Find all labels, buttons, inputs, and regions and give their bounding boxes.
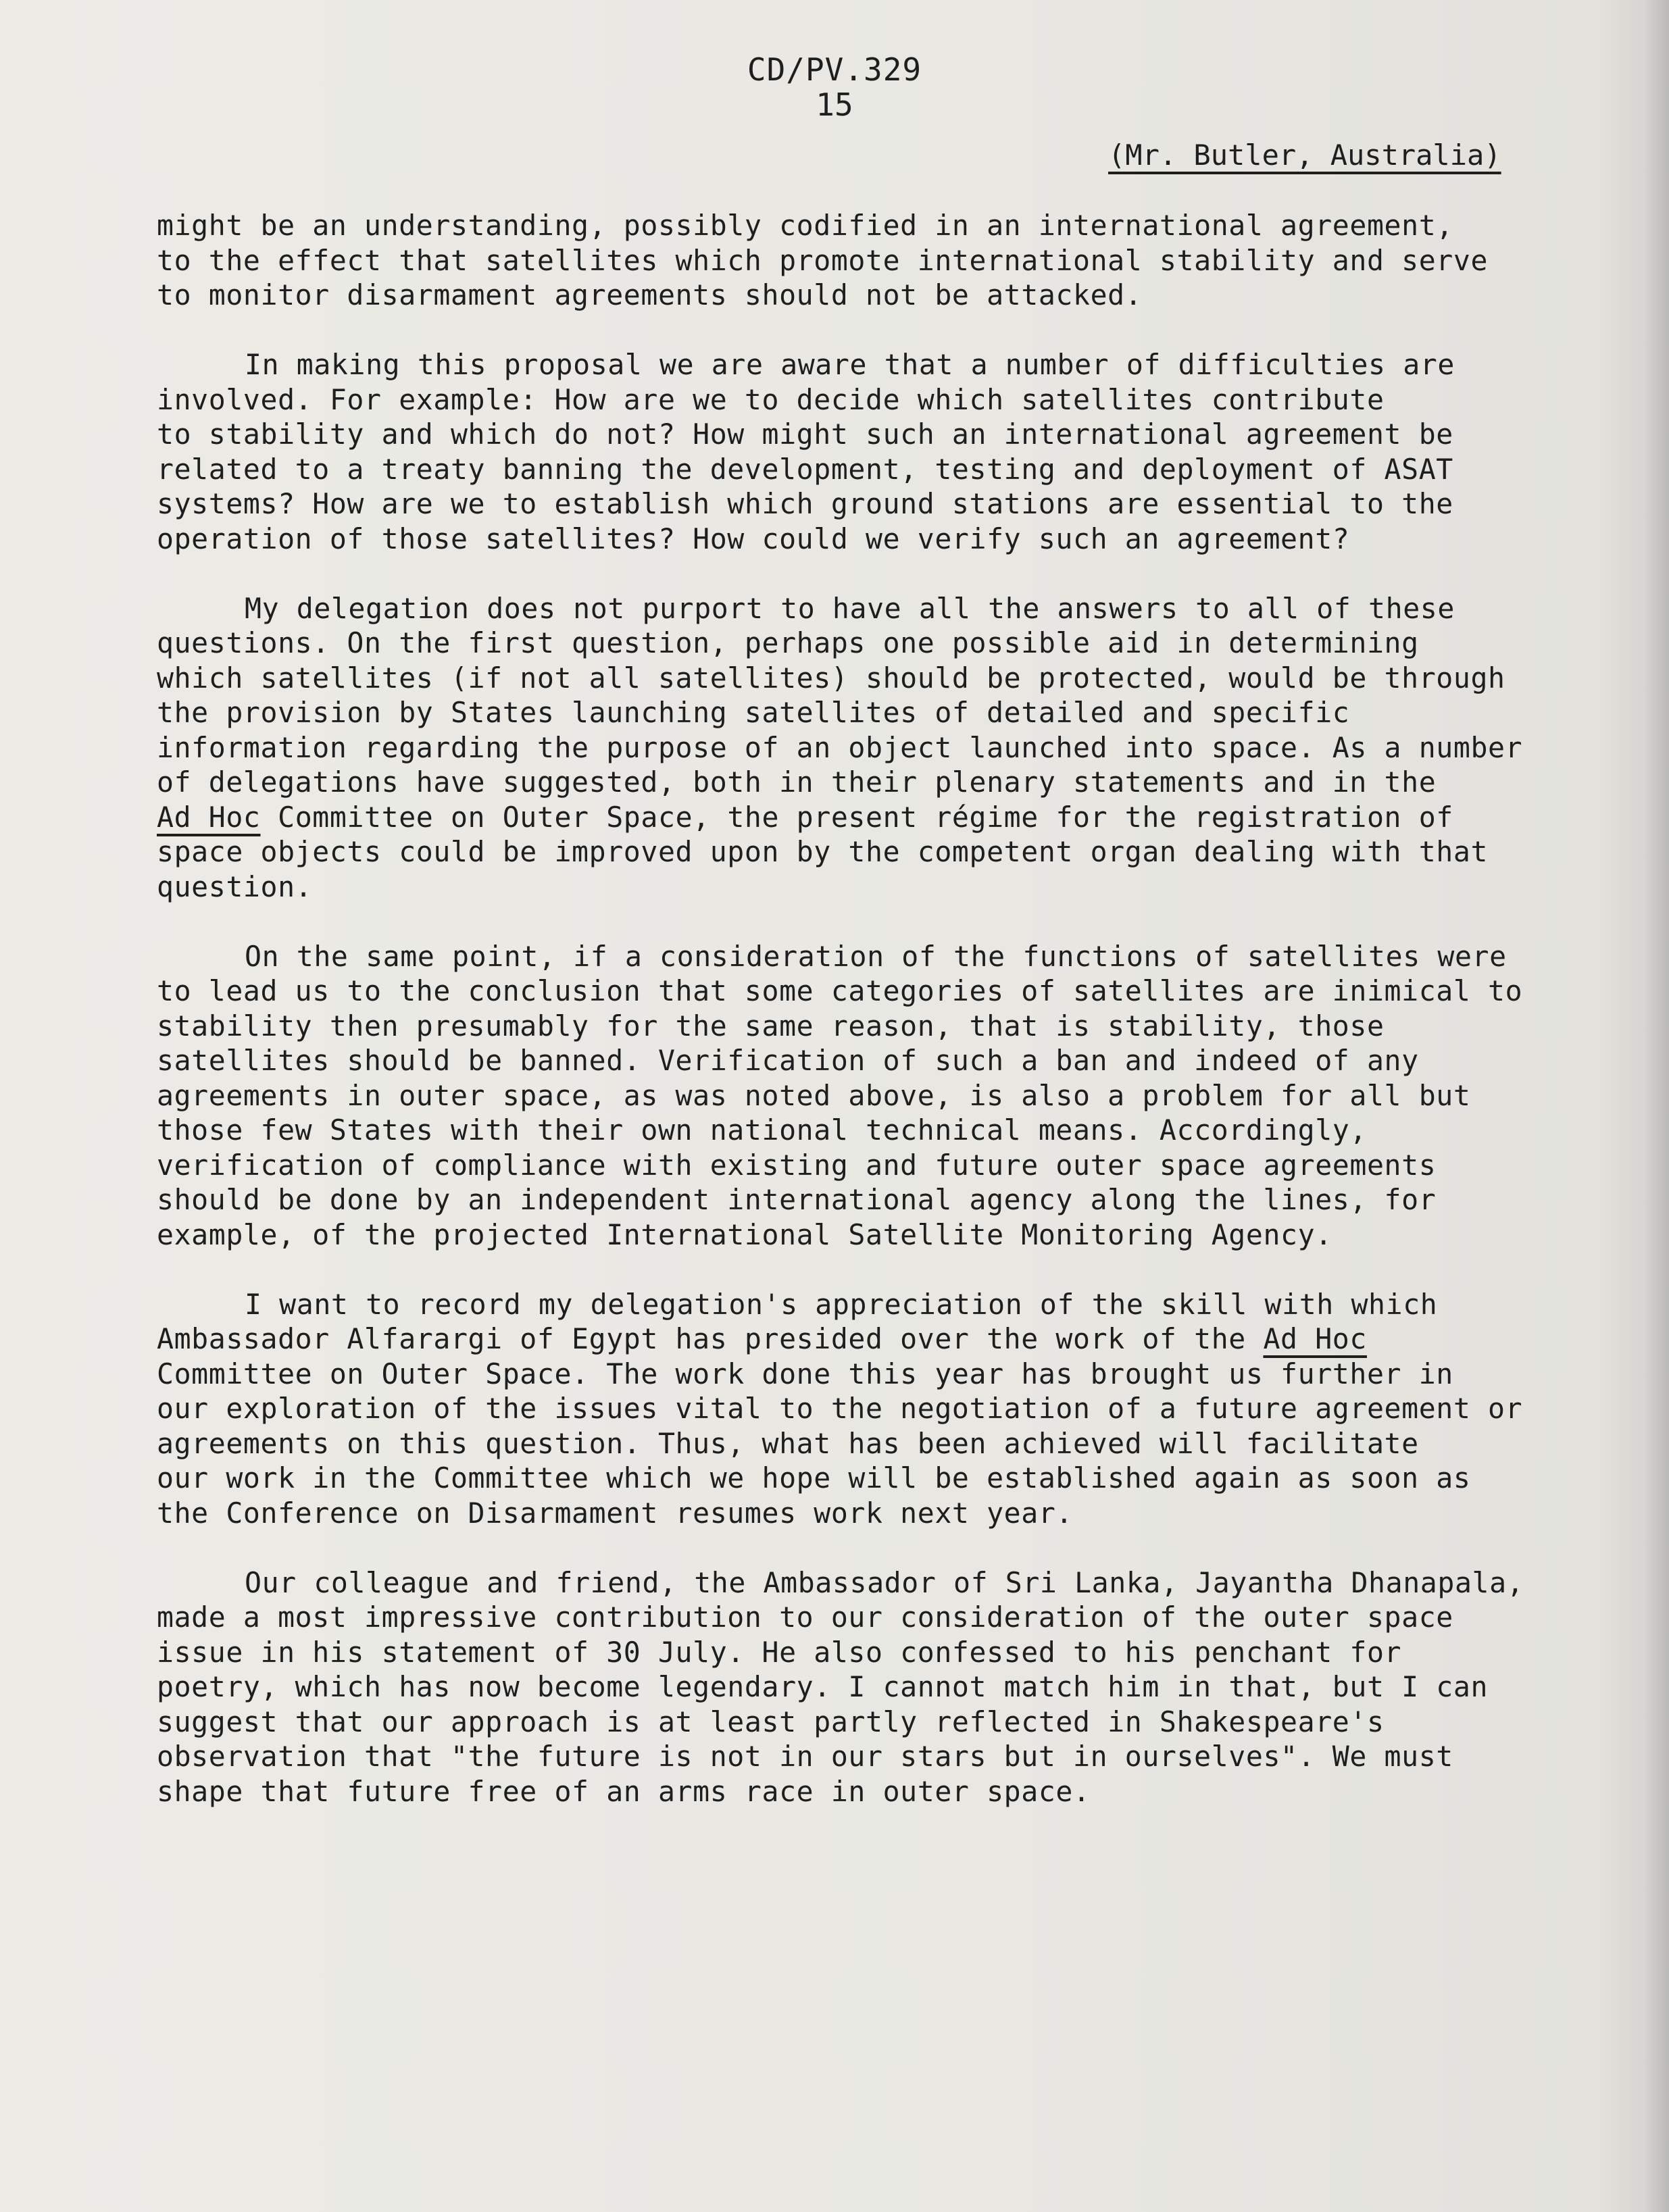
text-line: involved. For example: How are we to decide which satellites contribute — [157, 382, 1385, 416]
speaker-attribution — [1108, 139, 1501, 172]
paragraph-4 — [157, 939, 1549, 1253]
text-line: those few States with their own national technical means. Accordingly, — [157, 1113, 1367, 1147]
text-line: poetry, which has now become legendary. I cannot match him in that, but I can — [157, 1670, 1489, 1703]
paragraph-2 — [157, 347, 1549, 556]
text-line: I want to record my delegation's appreciation of the skill with which — [245, 1287, 1438, 1321]
text-line: On the same point, if a consideration of the functions of satellites were — [245, 939, 1507, 973]
text-line: to the effect that satellites which promote international stability and serve — [157, 243, 1489, 277]
text-line: systems? How are we to establish which ground stations are essential to the — [157, 487, 1453, 520]
text-line: verification of compliance with existing and future outer space agreements — [157, 1148, 1437, 1182]
paragraph-3 — [157, 591, 1549, 905]
ad-hoc-underlined: Ad Hoc — [157, 800, 261, 834]
paragraph-6 — [157, 1565, 1549, 1809]
text-line: to monitor disarmament agreements should not be attacked. — [157, 278, 1143, 311]
text-line-rest: Committee on Outer Space, the present régime for the registration of — [278, 800, 1453, 834]
document-body — [157, 208, 1549, 1844]
text-line: which satellites (if not all satellites) should be protected, would be through — [157, 661, 1505, 695]
text-line: information regarding the purpose of an object launched into space. As a number — [157, 730, 1523, 764]
text-line: satellites should be banned. Verification of such a ban and indeed of any — [157, 1044, 1419, 1077]
speaker-text: (Mr. Butler, Australia) — [1108, 139, 1501, 172]
ad-hoc-underlined: Ad Hoc — [1263, 1322, 1367, 1355]
page-number: 15 — [816, 86, 853, 123]
text-line: space objects could be improved upon by the competent organ dealing with that — [157, 835, 1489, 868]
text-line: suggest that our approach is at least partly reflected in Shakespeare's — [157, 1705, 1385, 1738]
text-line: agreements in outer space, as was noted above, is also a problem for all but — [157, 1078, 1471, 1112]
text-line-start: Ambassador Alfarargi of Egypt has presided over the work of the — [157, 1322, 1246, 1355]
text-line: Our colleague and friend, the Ambassador of Sri Lanka, Jayantha Dhanapala, — [245, 1565, 1524, 1599]
text-line: related to a treaty banning the development, testing and deployment of ASAT — [157, 452, 1453, 486]
text-line: the Conference on Disarmament resumes work next year. — [157, 1496, 1074, 1530]
text-line — [157, 1322, 1549, 1357]
text-line: example, of the projected International Satellite Monitoring Agency. — [157, 1217, 1332, 1251]
text-line: should be done by an independent international agency along the lines, for — [157, 1183, 1437, 1216]
text-line: operation of those satellites? How could we verify such an agreement? — [157, 522, 1350, 555]
text-line: of delegations have suggested, both in their plenary statements and in the — [157, 765, 1437, 799]
paragraph-5 — [157, 1287, 1549, 1531]
text-line: In making this proposal we are aware that a number of difficulties are — [245, 348, 1455, 381]
paragraph-1 — [157, 208, 1549, 313]
text-line: to stability and which do not? How might such an international agreement be — [157, 418, 1453, 451]
text-line: question. — [157, 870, 313, 903]
text-line: to lead us to the conclusion that some categories of satellites are inimical to — [157, 974, 1523, 1007]
text-line: My delegation does not purport to have all the answers to all of these — [245, 591, 1455, 625]
text-line: questions. On the first question, perhaps one possible aid in determining — [157, 626, 1419, 659]
text-line: issue in his statement of 30 July. He also confessed to his penchant for — [157, 1635, 1402, 1669]
text-line: Committee on Outer Space. The work done this year has brought us further in — [157, 1357, 1453, 1390]
page-edge-shadow — [1645, 0, 1669, 2212]
text-line: the provision by States launching satellites of detailed and specific — [157, 696, 1350, 729]
text-line: stability then presumably for the same reason, that is stability, those — [157, 1009, 1385, 1042]
text-line: our work in the Committee which we hope will be established again as soon as — [157, 1461, 1471, 1494]
text-line: agreements on this question. Thus, what has been achieved will facilitate — [157, 1426, 1419, 1460]
text-line: might be an understanding, possibly codified in an international agreement, — [157, 209, 1453, 242]
document-symbol: CD/PV.329 — [747, 51, 922, 88]
text-line: our exploration of the issues vital to the negotiation of a future agreement or — [157, 1392, 1523, 1425]
text-line: made a most impressive contribution to our consideration of the outer space — [157, 1601, 1453, 1634]
text-line: shape that future free of an arms race in outer space. — [157, 1774, 1091, 1808]
text-line: observation that "the future is not in our stars but in ourselves". We must — [157, 1740, 1453, 1773]
text-line — [157, 800, 1549, 835]
